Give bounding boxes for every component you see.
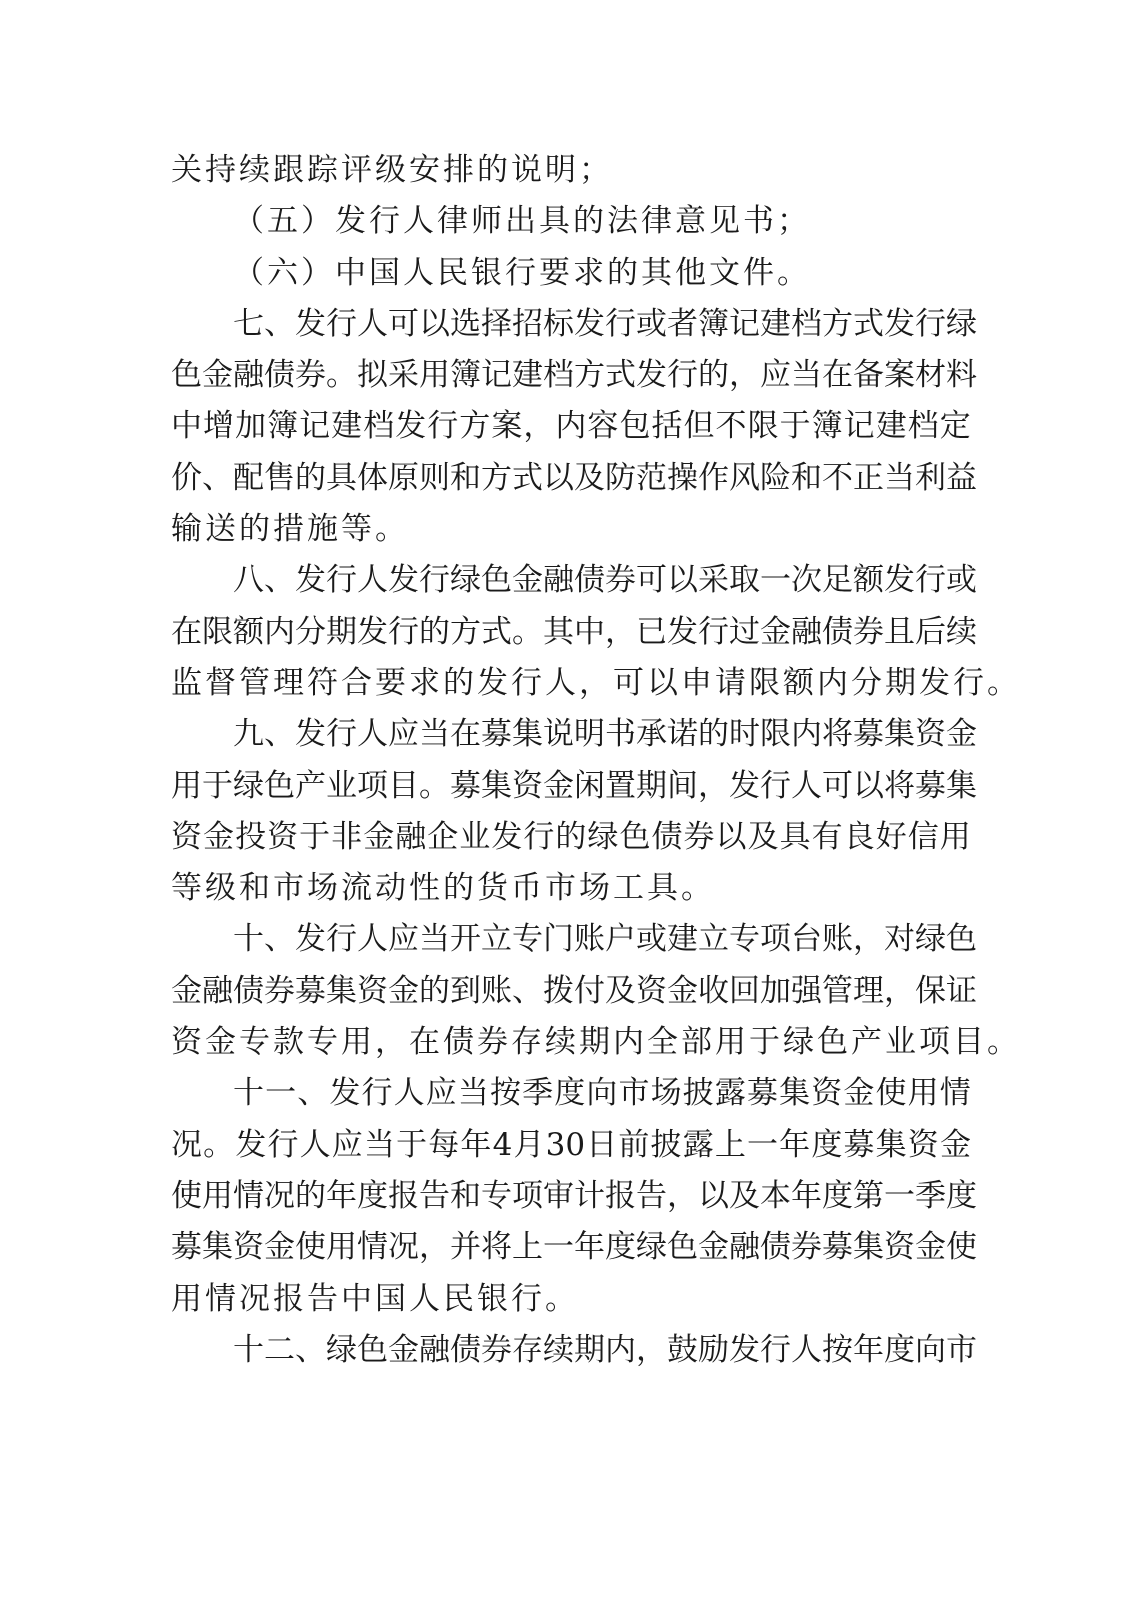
text-line: 用 于 绿 色 产 业 项 目 。 募 集 资 金 闲 置 期 间 ， 发 行 人 可 以 将 募 集: [171, 767, 977, 804]
text-line: （五）发行人律师出具的法律意见书；: [233, 203, 811, 240]
text-line: 九 、 发 行 人 应 当 在 募 集 说 明 书 承 诺 的 时 限 内 将 募 集 资 金: [233, 716, 977, 753]
text-line: 监督管理符合要求的发行人，可以申请限额内分期发行。: [171, 664, 1021, 701]
text-line: 用情况报告中国人民银行。: [171, 1280, 579, 1317]
text-line: 色 金 融 债 券 。 拟 采 用 簿 记 建 档 方 式 发 行 的 ， 应 当 在 备 案 材 料: [171, 357, 977, 394]
text-line: 资 金 投 资 于 非 金 融 企 业 发 行 的 绿 色 债 券 以 及 具 有 良 好 信 用: [171, 818, 971, 855]
text-line: 中 增 加 簿 记 建 档 发 行 方 案 ， 内 容 包 括 但 不 限 于 簿 记 建 档 定: [171, 408, 971, 445]
text-line: 十 二 、 绿 色 金 融 债 券 存 续 期 内 ， 鼓 励 发 行 人 按 年 度 向 市: [233, 1331, 977, 1368]
text-line: 价 、 配 售 的 具 体 原 则 和 方 式 以 及 防 范 操 作 风 险 和 不 正 当 利 益: [171, 459, 977, 496]
text-line: 使 用 情 况 的 年 度 报 告 和 专 项 审 计 报 告 ， 以 及 本 年 度 第 一 季 度: [171, 1177, 977, 1214]
text-line: 资金专款专用，在债券存续期内全部用于绿色产业项目。: [171, 1024, 1021, 1061]
text-line: （六）中国人民银行要求的其他文件。: [233, 254, 811, 291]
text-line: 十 、 发 行 人 应 当 开 立 专 门 账 户 或 建 立 专 项 台 账 ， 对 绿 色: [233, 921, 977, 958]
text-line: 七 、 发 行 人 可 以 选 择 招 标 发 行 或 者 簿 记 建 档 方 式 发 行 绿: [233, 305, 977, 342]
text-line: 金 融 债 券 募 集 资 金 的 到 账 、 拨 付 及 资 金 收 回 加 强 管 理 ， 保 证: [171, 972, 977, 1009]
text-line: 输送的措施等。: [171, 511, 409, 548]
text-line: 募 集 资 金 使 用 情 况 ， 并 将 上 一 年 度 绿 色 金 融 债 券 募 集 资 金 使: [171, 1229, 977, 1266]
text-line: 八 、 发 行 人 发 行 绿 色 金 融 债 券 可 以 采 取 一 次 足 额 发 行 或: [233, 562, 977, 599]
text-line: 关持续跟踪评级安排的说明；: [171, 152, 613, 188]
document-body: [171, 145, 1021, 1376]
text-line: 十 一 、 发 行 人 应 当 按 季 度 向 市 场 披 露 募 集 资 金 使 用 情: [233, 1075, 971, 1112]
text-line: 况 。 发 行 人 应 当 于 每 年 4 月 30 日 前 披 露 上 一 年 度 募 集 资 金: [171, 1126, 971, 1163]
text-line: 在 限 额 内 分 期 发 行 的 方 式 。 其 中 ， 已 发 行 过 金 融 债 券 且 后 续: [171, 613, 977, 650]
text-line: 等级和市场流动性的货币市场工具。: [171, 870, 715, 907]
